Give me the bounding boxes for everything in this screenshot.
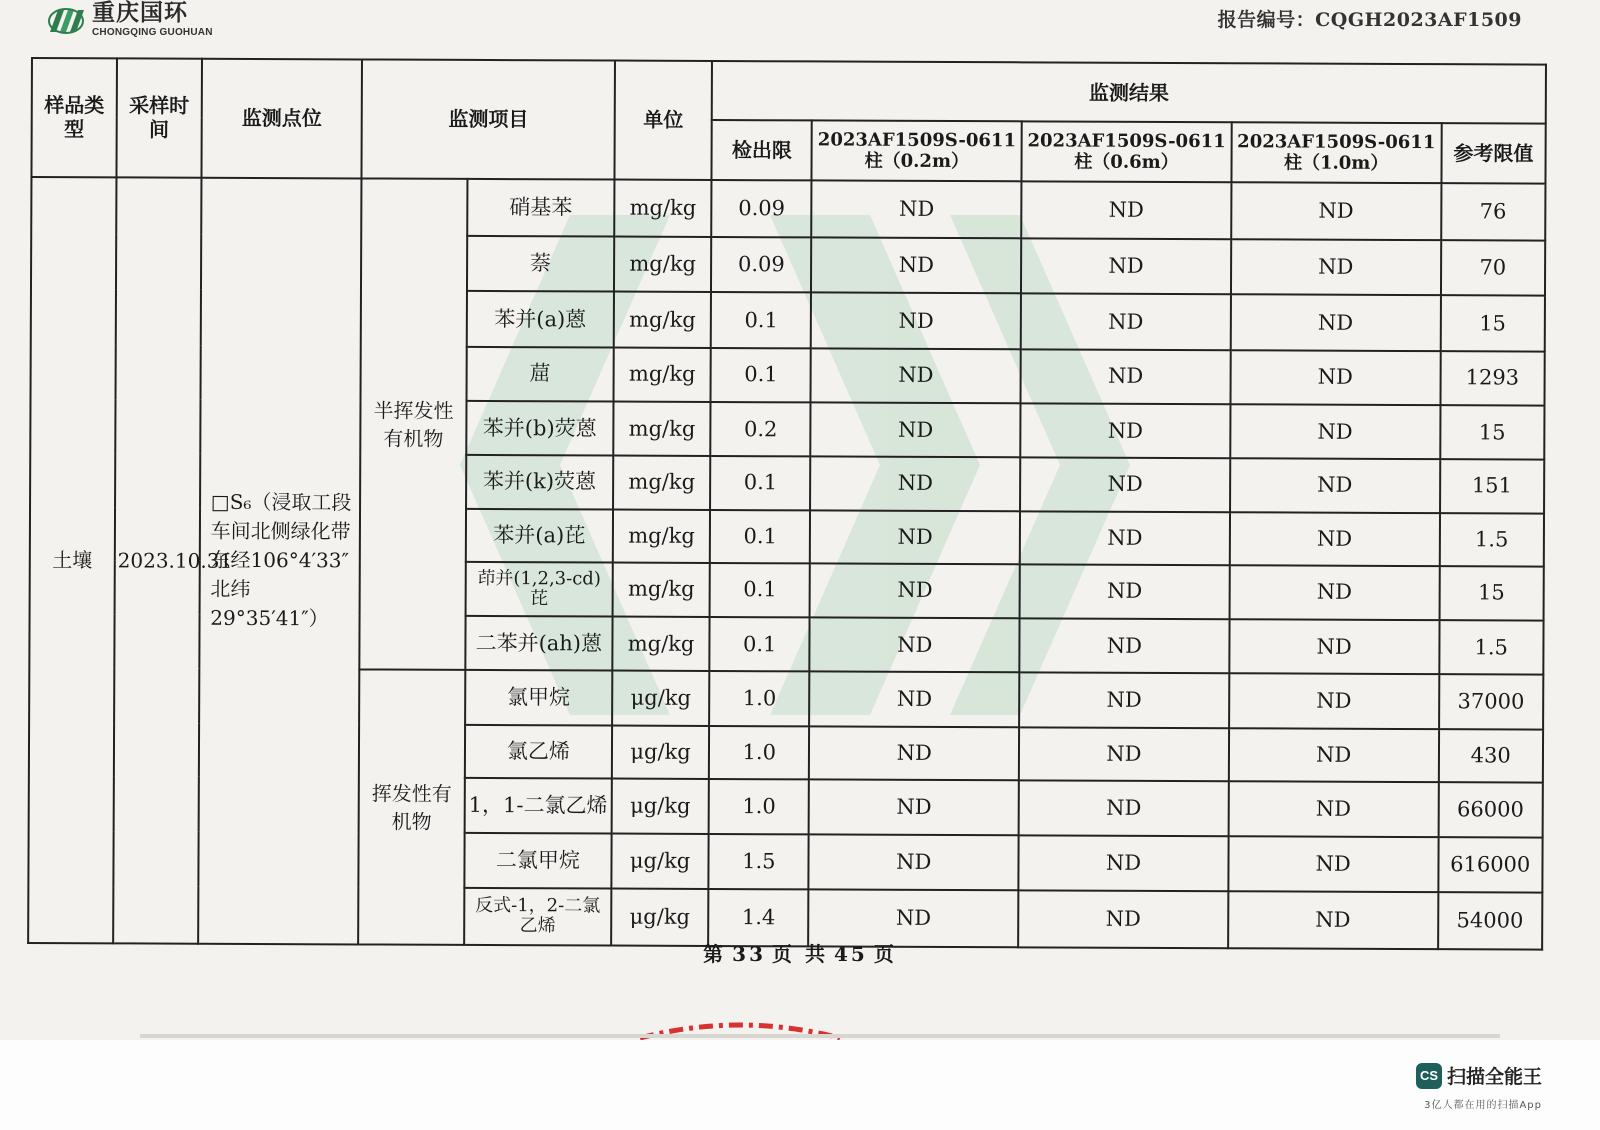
company-name-cn: 重庆国环: [92, 0, 188, 26]
result-0.6m-cell: ND: [1021, 181, 1231, 239]
reference-limit-cell: 54000: [1438, 892, 1543, 950]
detection-limit-cell: 0.2: [710, 402, 810, 457]
item-cell: 氯乙烯: [465, 725, 613, 779]
result-1.0m-cell: ND: [1230, 512, 1440, 566]
result-0.6m-cell: ND: [1018, 890, 1228, 948]
report-number-label: 报告编号：: [1217, 9, 1316, 31]
result-1.0m-cell: ND: [1229, 674, 1439, 729]
item-cell: 茚并(1,2,3-cd)芘: [465, 562, 613, 617]
item-cell: 二氯甲烷: [464, 833, 612, 888]
result-0.2m-cell: ND: [811, 238, 1021, 294]
result-0.6m-cell: ND: [1021, 349, 1231, 404]
reference-limit-cell: 15: [1440, 296, 1545, 352]
unit-cell: μg/kg: [612, 778, 709, 834]
result-0.6m-cell: ND: [1020, 458, 1230, 512]
result-1.0m-cell: ND: [1230, 404, 1440, 459]
sample-type-cell: 土壤: [28, 177, 116, 944]
result-1.0m-cell: ND: [1228, 891, 1438, 949]
result-1.0m-cell: ND: [1229, 619, 1439, 674]
item-cell: 硝基苯: [467, 179, 615, 237]
result-1.0m-cell: ND: [1228, 781, 1438, 837]
unit-cell: mg/kg: [613, 456, 710, 510]
result-0.2m-cell: ND: [809, 889, 1019, 947]
reference-limit-cell: 1.5: [1439, 513, 1544, 567]
total-pages: 45: [833, 942, 868, 966]
report-number: [1218, 5, 1522, 32]
result-1.0m-cell: ND: [1231, 239, 1441, 295]
detection-limit-cell: 0.1: [710, 617, 810, 672]
unit-cell: mg/kg: [614, 237, 711, 293]
scanner-name: 扫描全能王: [1446, 1066, 1542, 1088]
scanner-tagline: 3亿人都在用的扫描App: [1424, 1100, 1542, 1111]
scanner-watermark: [1416, 1062, 1542, 1089]
location-cell: □S₆（浸取工段车间北侧绿化带 东经106°4′33″ 北纬 29°35′41″）: [198, 178, 362, 945]
item-cell: 二苯并(ah)蒽: [465, 616, 613, 671]
result-0.6m-cell: ND: [1020, 564, 1230, 619]
sample-time-cell: 2023.10.31: [113, 177, 201, 944]
result-0.2m-cell: ND: [810, 672, 1020, 727]
header-row-1: [32, 58, 1546, 124]
detection-limit-cell: 1.0: [709, 671, 809, 726]
scan-margin: [0, 1040, 1600, 1130]
unit-cell: mg/kg: [614, 347, 711, 402]
header-col-0.2m: 2023AF1509S-0611柱（0.2m）: [812, 121, 1022, 181]
item-cell: 苯并(b)荧蒽: [466, 401, 614, 456]
item-cell: 反式-1，2-二氯乙烯: [464, 887, 612, 945]
detection-limit-cell: 0.1: [710, 456, 810, 510]
result-0.2m-cell: ND: [810, 510, 1020, 564]
header-detection-limit: 检出限: [712, 120, 812, 180]
scan-edge: [140, 1034, 1500, 1038]
item-cell: 苯并(k)荧蒽: [466, 455, 614, 509]
unit-cell: mg/kg: [612, 617, 709, 672]
header-col-0.6m: 2023AF1509S-0611柱（0.6m）: [1022, 122, 1232, 182]
reference-limit-cell: 76: [1441, 183, 1546, 241]
header-location: 监测点位: [201, 59, 362, 179]
company-name-en: CHONGQING GUOHUAN: [92, 27, 213, 38]
detection-limit-cell: 0.09: [711, 180, 811, 238]
result-1.0m-cell: ND: [1230, 350, 1440, 405]
item-cell: 苯并(a)芘: [466, 509, 614, 563]
result-0.6m-cell: ND: [1021, 294, 1231, 350]
result-0.2m-cell: ND: [809, 726, 1019, 780]
page-number: [0, 938, 1600, 967]
category-volatile: 挥发性有机物: [359, 670, 466, 945]
unit-cell: mg/kg: [614, 292, 711, 348]
result-0.2m-cell: ND: [812, 180, 1022, 238]
result-1.0m-cell: ND: [1231, 182, 1441, 240]
result-0.2m-cell: ND: [809, 835, 1019, 890]
reference-limit-cell: 1293: [1440, 351, 1545, 406]
detection-limit-cell: 0.1: [711, 348, 811, 403]
item-cell: 1，1-二氯乙烯: [464, 778, 612, 834]
table-row: [31, 177, 1545, 241]
report-number-value: CQGH2023AF1509: [1315, 9, 1522, 31]
results-body: [28, 177, 1545, 950]
result-0.2m-cell: ND: [811, 402, 1021, 457]
page-suffix: 页: [873, 942, 897, 966]
header-unit: 单位: [615, 61, 713, 180]
item-cell: 萘: [467, 236, 615, 292]
result-1.0m-cell: ND: [1229, 565, 1439, 620]
category-semi-volatile: 半挥发性有机物: [360, 178, 468, 670]
header-reference: 参考限值: [1441, 124, 1546, 184]
item-cell: 氯甲烷: [465, 670, 613, 725]
scanner-logo-icon: CS: [1416, 1063, 1442, 1089]
unit-cell: mg/kg: [613, 509, 710, 563]
reference-limit-cell: 430: [1438, 729, 1543, 783]
result-0.6m-cell: ND: [1021, 238, 1231, 294]
detection-limit-cell: 1.0: [709, 779, 809, 835]
result-0.2m-cell: ND: [809, 779, 1019, 835]
page-mid: 页 共: [772, 942, 828, 966]
detection-limit-cell: 1.4: [708, 889, 808, 947]
detection-limit-cell: 1.0: [709, 726, 809, 780]
result-0.2m-cell: ND: [811, 293, 1021, 349]
item-cell: 䓛: [466, 347, 614, 402]
unit-cell: μg/kg: [611, 888, 708, 946]
header-sample-time: 采样时间: [116, 58, 201, 177]
detection-limit-cell: 0.1: [710, 510, 810, 564]
unit-cell: mg/kg: [613, 562, 710, 617]
result-0.2m-cell: ND: [810, 457, 1020, 511]
header-item: 监测项目: [362, 59, 615, 179]
result-1.0m-cell: ND: [1230, 459, 1440, 513]
result-0.6m-cell: ND: [1020, 403, 1230, 458]
header-col-1.0m: 2023AF1509S-0611柱（1.0m）: [1231, 123, 1441, 183]
item-cell: 苯并(a)蒽: [466, 291, 614, 347]
result-0.6m-cell: ND: [1019, 780, 1229, 836]
unit-cell: μg/kg: [612, 671, 709, 726]
reference-limit-cell: 66000: [1438, 782, 1543, 838]
result-1.0m-cell: ND: [1229, 728, 1439, 782]
page-prefix: 第: [703, 942, 727, 966]
detection-limit-cell: 1.5: [709, 834, 809, 889]
reference-limit-cell: 37000: [1439, 675, 1544, 730]
monitoring-results-table: [27, 57, 1547, 951]
reference-limit-cell: 70: [1440, 240, 1545, 296]
reference-limit-cell: 1.5: [1439, 620, 1544, 675]
reference-limit-cell: 15: [1439, 566, 1544, 621]
unit-cell: mg/kg: [613, 402, 710, 457]
result-0.6m-cell: ND: [1019, 618, 1229, 673]
detection-limit-cell: 0.1: [711, 292, 811, 348]
detection-limit-cell: 0.09: [711, 237, 811, 293]
reference-limit-cell: 15: [1440, 405, 1545, 460]
detection-limit-cell: 0.1: [710, 563, 810, 618]
result-1.0m-cell: ND: [1228, 836, 1438, 891]
result-1.0m-cell: ND: [1231, 295, 1441, 351]
company-logo: [46, 2, 213, 38]
header-sample-type: 样品类型: [31, 58, 116, 177]
result-0.6m-cell: ND: [1019, 836, 1229, 891]
reference-limit-cell: 616000: [1438, 837, 1543, 892]
reference-limit-cell: 151: [1440, 460, 1545, 514]
header-results: 监测结果: [712, 61, 1546, 124]
result-0.2m-cell: ND: [810, 563, 1020, 618]
result-0.2m-cell: ND: [811, 348, 1021, 403]
result-0.6m-cell: ND: [1020, 511, 1230, 565]
company-logo-icon: [46, 4, 86, 36]
result-0.2m-cell: ND: [810, 618, 1020, 673]
result-0.6m-cell: ND: [1019, 727, 1229, 781]
unit-cell: mg/kg: [614, 179, 711, 237]
current-page: 33: [732, 942, 767, 966]
result-0.6m-cell: ND: [1019, 673, 1229, 728]
unit-cell: μg/kg: [612, 725, 709, 779]
unit-cell: μg/kg: [611, 834, 708, 889]
